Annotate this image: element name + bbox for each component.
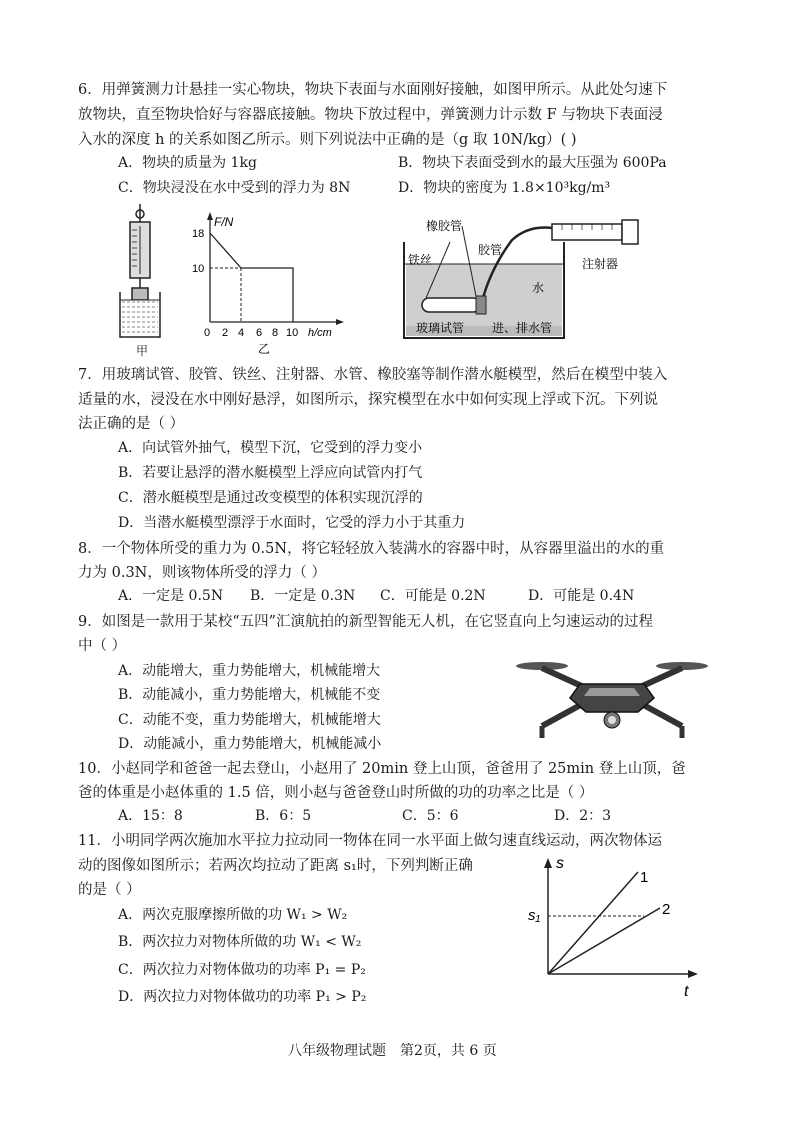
q8-option-a: A．一定是 0.5N (118, 588, 224, 604)
q6-line3: 入水的深度 h 的关系如图乙所示。则下列说法中正确的是（g 取 10N/kg）( ) (78, 132, 577, 148)
q11-option-a: A．两次克服摩擦所做的功 W₁ > W₂ (118, 907, 348, 923)
q11-line2: 动的图像如图所示；若两次均拉动了距离 s₁时，下列判断正确 (78, 858, 473, 874)
graph-xtick-6: 6 (256, 327, 263, 339)
q8-option-d: D．可能是 0.4N (528, 588, 635, 604)
drone-icon (514, 650, 710, 740)
q10-option-d: D．2：3 (554, 808, 612, 824)
q11-option-d: D．两次拉力对物体做功的功率 P₁ > P₂ (118, 989, 367, 1005)
st-xlabel: t (684, 983, 689, 998)
q6-line2: 放物块，直至物块恰好与容器底接触。物块下放过程中，弹簧测力计示数 F 与物块下表面浸 (78, 107, 663, 123)
q10-line2: 爸的体重是小赵体重的 1.5 倍，则小赵与爸爸登山时所做的功的功率之比是（ ） (78, 785, 594, 801)
q7-line2: 适量的水，浸没在水中刚好悬浮，如图所示，探究模型在水中如何实现上浮或下沉。下列说 (78, 392, 658, 408)
q8-option-c: C．可能是 0.2N (380, 588, 486, 604)
q9-option-c: C．动能不变，重力势能增大，机械能增大 (118, 712, 381, 728)
st-ylabel: s (556, 855, 564, 872)
f-h-graph (190, 208, 350, 358)
q10-option-b: B．6：5 (255, 808, 312, 824)
st-s1-label: s₁ (528, 907, 541, 924)
q6-line1: 6．用弹簧测力计悬挂一实心物块，物块下表面与水面刚好接触，如图甲所示。从此处匀速下 (78, 82, 668, 98)
label-syringe: 注射器 (582, 257, 619, 271)
q6-option-b: B．物块下表面受到水的最大压强为 600Pa (398, 155, 667, 171)
graph-xlabel: h/cm (308, 327, 332, 339)
q8-line2: 力为 0.3N，则该物体所受的浮力（ ） (78, 565, 326, 581)
graph-xtick-0: 0 (204, 327, 211, 339)
graph-xtick-4: 4 (238, 327, 245, 339)
page-footer: 八年级物理试题 第2页，共 6 页 (288, 1043, 497, 1059)
q9-option-a: A．动能增大，重力势能增大，机械能增大 (118, 663, 381, 679)
q6-option-d: D．物块的密度为 1.8×10³kg/m³ (398, 180, 611, 196)
spring-scale-figure (112, 200, 172, 350)
s-t-graph (524, 848, 704, 998)
graph-ytick-18: 18 (192, 228, 205, 240)
graph-ytick-10: 10 (192, 263, 205, 275)
graph-xtick-8: 8 (272, 327, 279, 339)
q8-option-b: B．一定是 0.3N (250, 588, 356, 604)
q11-option-c: C．两次拉力对物体做功的功率 P₁ = P₂ (118, 962, 366, 978)
label-hose: 胶管 (478, 243, 503, 257)
label-glass-tube: 玻璃试管 (416, 321, 465, 335)
q9-line2: 中（ ） (78, 638, 127, 654)
q7-option-c: C．潜水艇模型是通过改变模型的体积实现沉浮的 (118, 490, 423, 506)
q11-line3: 的是（ ） (78, 882, 141, 898)
q7-line1: 7．用玻璃试管、胶管、铁丝、注射器、水管、橡胶塞等制作潜水艇模型，然后在模型中装入 (78, 367, 668, 383)
q10-option-a: A．15：8 (118, 808, 183, 824)
q9-option-d: D．动能减小，重力势能增大，机械能减小 (118, 736, 382, 752)
label-water: 水 (532, 281, 545, 295)
q11-line1: 11．小明同学两次施加水平拉力拉动同一物体在同一水平面上做匀速直线运动，两次物体运 (78, 833, 662, 849)
q7-line3: 法正确的是（ ） (78, 416, 185, 432)
q9-line1: 9．如图是一款用于某校“五四”汇演航拍的新型智能无人机，在它竖直向上匀速运动的过程 (78, 614, 654, 630)
graph-caption: 乙 (258, 342, 271, 356)
graph-ylabel: F/N (214, 215, 234, 229)
graph-xtick-10: 10 (286, 327, 299, 339)
q7-option-a: A．向试管外抽气，模型下沉，它受到的浮力变小 (118, 440, 423, 456)
q6-option-a: A．物块的质量为 1kg (118, 155, 257, 171)
q7-option-b: B．若要让悬浮的潜水艇模型上浮应向试管内打气 (118, 465, 423, 481)
label-pipe: 进、排水管 (492, 321, 553, 335)
q7-option-d: D．当潜水艇模型漂浮于水面时，它受的浮力小于其重力 (118, 515, 466, 531)
label-rubber-tube: 橡胶管 (426, 219, 463, 233)
submarine-model-figure (392, 212, 642, 344)
q11-option-b: B．两次拉力对物体所做的功 W₁ < W₂ (118, 934, 362, 950)
st-line2-label: 2 (662, 901, 671, 918)
graph-xtick-2: 2 (222, 327, 229, 339)
q10-option-c: C．5：6 (402, 808, 459, 824)
st-line1-label: 1 (640, 869, 649, 886)
q6-option-c: C．物块浸没在水中受到的浮力为 8N (118, 180, 351, 196)
figure-jia-label: 甲 (136, 344, 149, 358)
q9-option-b: B．动能减小，重力势能增大，机械能不变 (118, 687, 381, 703)
q8-line1: 8．一个物体所受的重力为 0.5N，将它轻轻放入装满水的容器中时，从容器里溢出的水的重 (78, 541, 665, 557)
q10-line1: 10．小赵同学和爸爸一起去登山，小赵用了 20min 登上山顶，爸爸用了 25min 登上山顶，爸 (78, 761, 686, 777)
label-wire: 铁丝 (408, 253, 433, 267)
